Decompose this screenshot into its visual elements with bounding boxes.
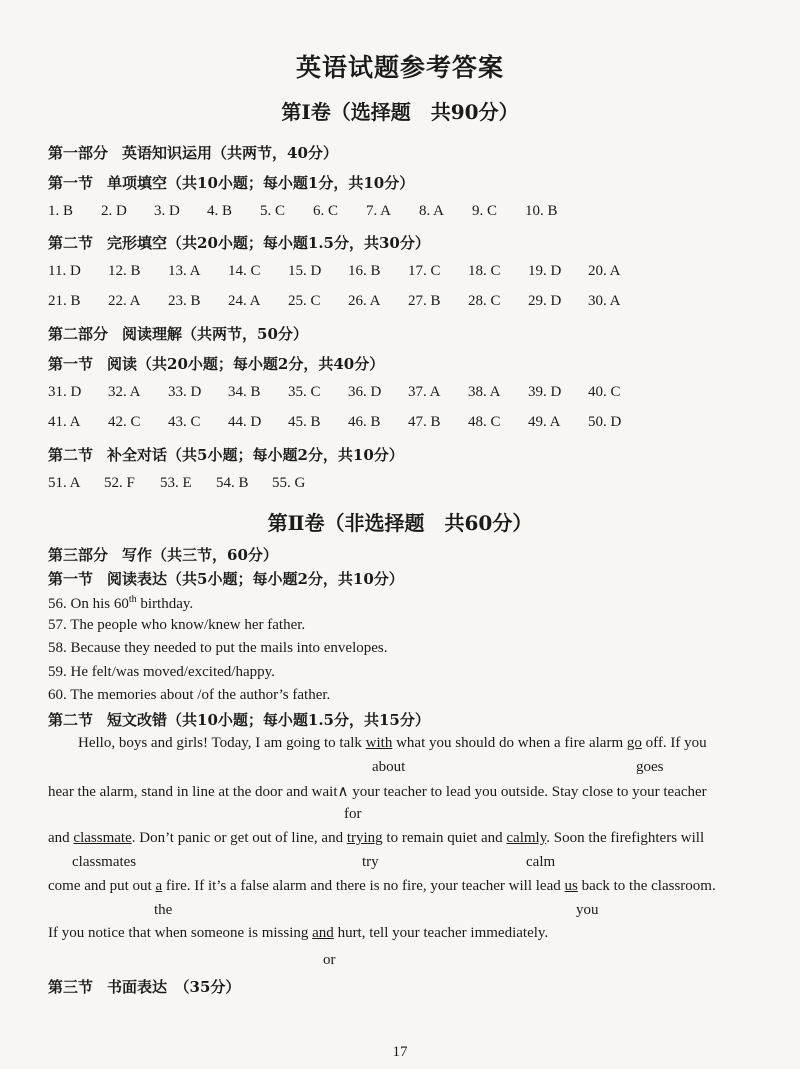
answer: 23. B [168,293,201,309]
error-word: and [312,925,334,941]
answer: 16. B [348,263,381,279]
passage-line-4 [48,878,716,895]
answer: 28. C [468,293,501,309]
answer: 53. E [160,475,192,491]
answer: 22. A [108,293,141,309]
answer: 38. A [468,384,501,400]
section-name: 第二节 [48,711,94,729]
answer: 20. A [588,263,621,279]
answer: 15. D [288,263,322,279]
answer: 36. D [348,384,382,400]
text: Hello, boys and girls! Today, I am going to talk [78,735,366,751]
answer-60: 60. The memories about /of the author’s father. [48,687,331,703]
correction: for [344,806,362,822]
answer: 26. A [348,293,381,309]
error-word: classmate [73,830,132,846]
page-number: 17 [392,1044,408,1060]
part-3-desc: 写作（共三节，60分） [122,546,278,564]
text: . Soon the firefighters will [546,830,705,846]
section-name: 第三节 [48,978,94,996]
error-word: with [365,735,393,751]
answer: 7. A [366,203,392,219]
volume-1-title: 第Ⅰ卷（选择题 共90分） [281,100,519,124]
answer: 2. D [101,203,127,219]
correction: about [372,759,406,775]
answer-56-text: 56. On his 60 [48,596,129,612]
text: to remain quiet and [382,830,507,846]
answer-59: 59. He felt/was moved/excited/happy. [48,664,275,680]
section-name: 第二节 [48,446,94,464]
part-2-heading [48,323,322,344]
answer: 42. C [108,414,141,430]
answer: 12. B [108,263,141,279]
answer: 55. G [272,475,306,491]
answer: 30. A [588,293,621,309]
section-name: 第一节 [48,174,94,192]
answer-56-superscript: th [128,594,137,605]
part-1-desc: 英语知识运用（共两节，40分） [122,144,338,162]
text: hear the alarm, stand in line at the door and wait [48,784,338,800]
text: fire. If it’s a false alarm and there is no fire, your teacher will lead [162,878,565,894]
correction: the [154,902,173,918]
correction: try [362,854,379,870]
answer: 4. B [207,203,233,219]
answer: 51. A [48,475,81,491]
section-desc: 阅读（共20小题；每小题2分，共40分） [107,355,385,373]
answer: 32. A [108,384,141,400]
text: and [48,830,74,846]
part-2-section-2-heading [48,444,418,465]
insert-mark: ∧ [337,784,349,800]
part-1-heading [48,142,352,163]
answer: 18. C [468,263,501,279]
answer: 17. C [408,263,441,279]
part-1-name: 第一部分 [48,144,109,162]
answer: 49. A [528,414,561,430]
part-1-section-2-heading [48,232,444,253]
error-word: go [626,735,642,751]
answer: 37. A [408,384,441,400]
passage-line-1 [78,735,707,752]
answers-11-20 [48,263,648,280]
answer: 45. B [288,414,321,430]
answer: 54. B [216,475,249,491]
answer: 1. B [48,203,74,219]
text: back to the classroom. [577,878,716,894]
answer: 40. C [588,384,621,400]
answer: 31. D [48,384,82,400]
answer: 19. D [528,263,562,279]
part-1-section-1-heading [48,172,428,193]
section-desc: 补全对话（共5小题；每小题2分，共10分） [107,446,404,464]
part-2-section-1-heading [48,353,398,374]
part-3-heading [48,544,292,565]
answer: 33. D [168,384,202,400]
answer: 48. C [468,414,501,430]
answer: 47. B [408,414,441,430]
correction: goes [636,759,664,775]
section-name: 第一节 [48,570,94,588]
answer: 43. C [168,414,201,430]
answer: 5. C [260,203,286,219]
section-name: 第一节 [48,355,94,373]
answer: 3. D [154,203,180,219]
text: hurt, tell your teacher immediately. [333,925,549,941]
answer: 9. C [472,203,498,219]
correction: calm [526,854,556,870]
answers-31-40 [48,384,648,401]
answer: 52. F [104,475,135,491]
passage-line-5 [48,925,548,942]
error-word: calmly [506,830,547,846]
passage-line-2 [48,782,707,801]
section-desc: 完形填空（共20小题；每小题1.5分，共30分） [107,234,430,252]
answer: 21. B [48,293,81,309]
answer: 24. A [228,293,261,309]
answers-21-30 [48,293,648,310]
answer: 13. A [168,263,201,279]
answer: 14. C [228,263,261,279]
answer: 10. B [525,203,558,219]
answer: 41. A [48,414,81,430]
part-2-desc: 阅读理解（共两节，50分） [122,325,308,343]
text: what you should do when a fire alarm [392,735,627,751]
answer: 8. A [419,203,445,219]
answer: 39. D [528,384,562,400]
answer: 27. B [408,293,441,309]
page-title: 英语试题参考答案 [295,53,504,82]
text: . Don’t panic or get out of line, and [131,830,347,846]
section-desc: 单项填空（共10小题；每小题1分，共10分） [107,174,415,192]
volume-2-title: 第Ⅱ卷（非选择题 共60分） [267,511,533,535]
answers-1-10 [48,203,578,220]
answer: 6. C [313,203,339,219]
part-2-name: 第二部分 [48,325,109,343]
answer: 29. D [528,293,562,309]
answers-41-50 [48,414,648,431]
part-3-name: 第三部分 [48,546,109,564]
answer: 46. B [348,414,381,430]
answers-51-55 [48,475,328,492]
answer: 44. D [228,414,262,430]
error-word: us [564,878,578,894]
answer: 35. C [288,384,321,400]
answer: 25. C [288,293,321,309]
answer-57: 57. The people who know/knew her father. [48,617,306,633]
answer-56-text-end: birthday. [136,596,194,612]
section-name: 第二节 [48,234,94,252]
part-3-section-3-heading [48,976,254,997]
correction: you [576,902,599,918]
text: off. If you [641,735,707,751]
text: If you notice that when someone is missing [48,925,313,941]
text: your teacher to lead you outside. Stay close to your teacher [348,784,707,800]
answer-58: 58. Because they needed to put the mails into envelopes. [48,640,388,656]
section-desc: 书面表达 （35分） [107,978,241,996]
answer: 34. B [228,384,261,400]
section-desc: 短文改错（共10小题；每小题1.5分，共15分） [107,711,430,729]
correction: or [323,952,336,968]
error-word: trying [346,830,383,846]
section-desc: 阅读表达（共5小题；每小题2分，共10分） [107,570,404,588]
error-word: a [155,878,163,894]
correction: classmates [72,854,137,870]
part-3-section-1-heading [48,568,418,589]
passage-line-3 [48,830,704,847]
answer-56 [48,594,193,613]
text: come and put out [48,878,156,894]
part-3-section-2-heading [48,709,444,730]
answer: 50. D [588,414,622,430]
answer: 11. D [48,263,81,279]
